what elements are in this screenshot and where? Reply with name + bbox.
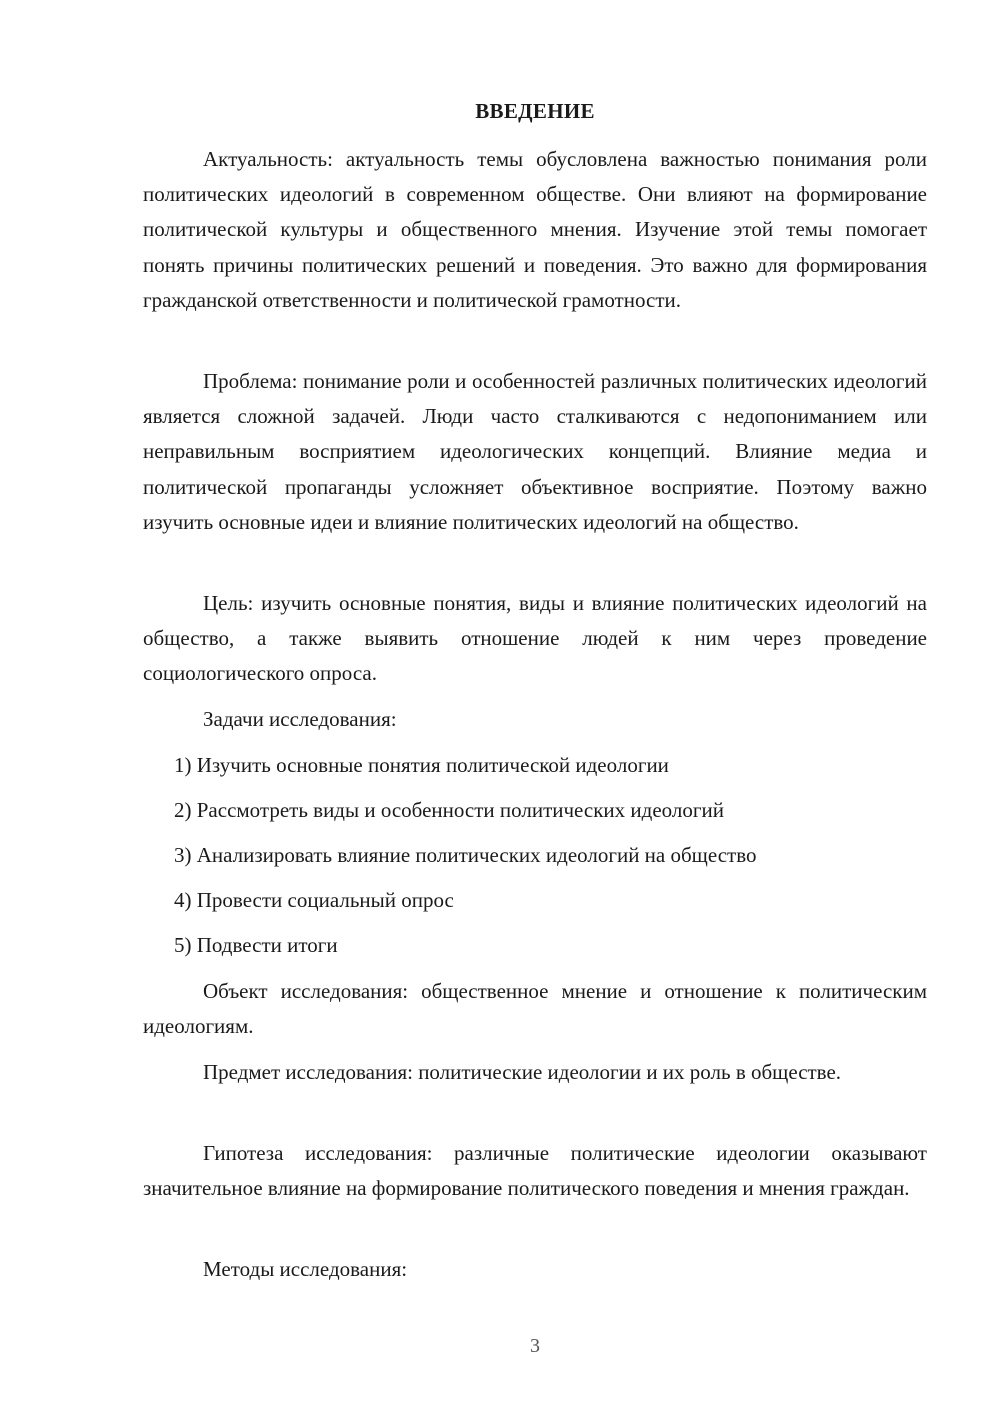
list-item: 2) Рассмотреть виды и особенности политических идеологий <box>174 798 724 822</box>
page-number: 3 <box>530 1335 540 1357</box>
tasks-title: Задачи исследования: <box>203 707 397 731</box>
list-item: 4) Провести социальный опрос <box>174 888 454 912</box>
hypothesis-paragraph: Гипотеза исследования: различные политические идеологии оказывают значительное влияние на формирование политического поведения и мнения граждан. <box>143 1141 927 1201</box>
section-heading: ВВЕДЕНИЕ <box>475 99 595 123</box>
object-paragraph: Объект исследования: общественное мнение и отношение к политическим идеологиям. <box>143 979 927 1039</box>
problem-paragraph: Проблема: понимание роли и особенностей различных политических идеологий является сложной задачей. Люди часто сталкиваются с недопониманием или неправильным восприятием идеологических концепций. Влияние медиа и политической пропаганды усложняет объективное восприятие. Поэтому важно изучить основные идеи и влияние политических идеологий на общество. <box>143 369 927 534</box>
goal-paragraph: Цель: изучить основные понятия, виды и влияние политических идеологий на общество, а также выявить отношение людей к ним через проведение социологического опроса. <box>143 591 927 686</box>
relevance-paragraph: Актуальность: актуальность темы обусловлена важностью понимания роли политических идеологий в современном обществе. Они влияют на формирование политической культуры и общественного мнения. Изучение этой темы помогает понять причины политических решений и поведения. Это важно для формирования гражданской ответственности и политической грамотности. <box>143 147 927 312</box>
document-page <box>143 0 927 1414</box>
subject-paragraph: Предмет исследования: политические идеологии и их роль в обществе. <box>203 1060 842 1084</box>
list-item: 3) Анализировать влияние политических идеологий на общество <box>174 843 757 867</box>
methods-title: Методы исследования: <box>203 1257 408 1281</box>
list-item: 5) Подвести итоги <box>174 933 338 957</box>
list-item: 1) Изучить основные понятия политической идеологии <box>174 753 669 777</box>
